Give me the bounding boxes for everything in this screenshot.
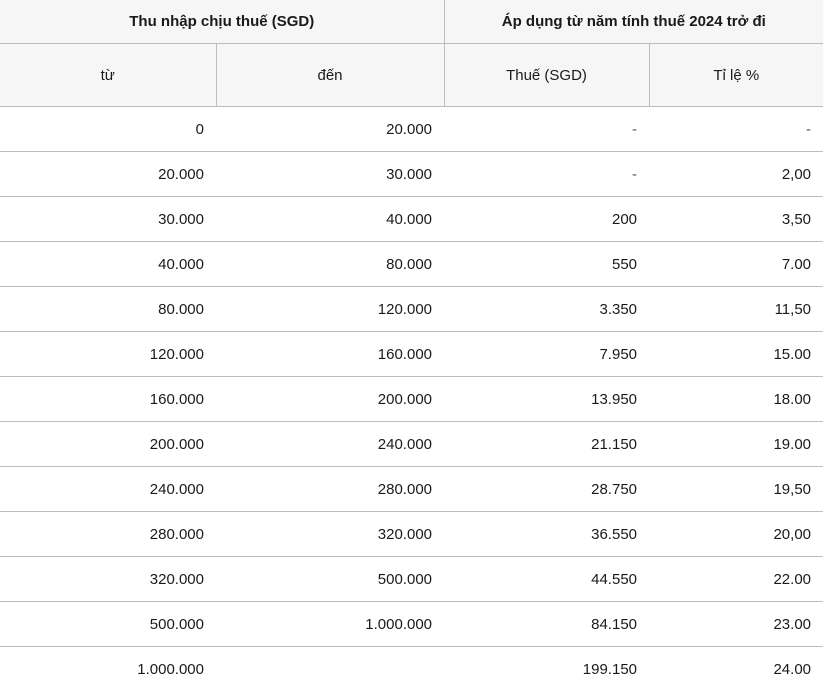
cell-tax: -	[444, 152, 649, 197]
table-row	[0, 152, 823, 197]
cell-from: 200.000	[0, 422, 216, 467]
cell-rate: 18.00	[649, 377, 823, 422]
header-group-row	[0, 0, 823, 44]
cell-from: 320.000	[0, 557, 216, 602]
cell-to: 280.000	[216, 467, 444, 512]
cell-from: 40.000	[0, 242, 216, 287]
cell-to: 320.000	[216, 512, 444, 557]
table-row	[0, 242, 823, 287]
table-row	[0, 107, 823, 152]
table-row	[0, 512, 823, 557]
table-row	[0, 287, 823, 332]
cell-to: 20.000	[216, 107, 444, 152]
cell-tax: 21.150	[444, 422, 649, 467]
cell-from: 160.000	[0, 377, 216, 422]
table-row	[0, 377, 823, 422]
table-row	[0, 647, 823, 691]
col-to-header: đến	[216, 44, 444, 107]
cell-rate: 24.00	[649, 647, 823, 691]
cell-from: 240.000	[0, 467, 216, 512]
table-row	[0, 332, 823, 377]
cell-to: 40.000	[216, 197, 444, 242]
cell-from: 0	[0, 107, 216, 152]
table-row	[0, 197, 823, 242]
cell-rate: 20,00	[649, 512, 823, 557]
cell-to: 500.000	[216, 557, 444, 602]
cell-to: 160.000	[216, 332, 444, 377]
cell-from: 20.000	[0, 152, 216, 197]
cell-tax: 36.550	[444, 512, 649, 557]
cell-to: 120.000	[216, 287, 444, 332]
cell-rate: 7.00	[649, 242, 823, 287]
cell-tax: 44.550	[444, 557, 649, 602]
cell-to: 200.000	[216, 377, 444, 422]
table-row	[0, 557, 823, 602]
table-row	[0, 467, 823, 512]
cell-rate: 2,00	[649, 152, 823, 197]
cell-to: 1.000.000	[216, 602, 444, 647]
cell-tax: 7.950	[444, 332, 649, 377]
cell-from: 1.000.000	[0, 647, 216, 691]
cell-rate: 19.00	[649, 422, 823, 467]
cell-rate: 15.00	[649, 332, 823, 377]
table-row	[0, 422, 823, 467]
cell-to: 80.000	[216, 242, 444, 287]
cell-from: 280.000	[0, 512, 216, 557]
cell-tax: 3.350	[444, 287, 649, 332]
cell-to	[216, 647, 444, 691]
cell-to: 30.000	[216, 152, 444, 197]
cell-rate: 11,50	[649, 287, 823, 332]
cell-from: 30.000	[0, 197, 216, 242]
cell-rate: 22.00	[649, 557, 823, 602]
col-tax-header: Thuế (SGD)	[444, 44, 649, 107]
table-row	[0, 602, 823, 647]
cell-from: 120.000	[0, 332, 216, 377]
cell-from: 80.000	[0, 287, 216, 332]
cell-tax: -	[444, 107, 649, 152]
cell-rate: -	[649, 107, 823, 152]
cell-rate: 3,50	[649, 197, 823, 242]
applied-year-header: Áp dụng từ năm tính thuế 2024 trở đi	[444, 0, 823, 44]
cell-from: 500.000	[0, 602, 216, 647]
cell-tax: 13.950	[444, 377, 649, 422]
cell-tax: 200	[444, 197, 649, 242]
header-column-row	[0, 44, 823, 107]
cell-rate: 19,50	[649, 467, 823, 512]
col-rate-header: Tỉ lệ %	[649, 44, 823, 107]
cell-tax: 199.150	[444, 647, 649, 691]
col-from-header: từ	[0, 44, 216, 107]
cell-to: 240.000	[216, 422, 444, 467]
cell-tax: 550	[444, 242, 649, 287]
income-group-header: Thu nhập chịu thuế (SGD)	[0, 0, 444, 44]
cell-rate: 23.00	[649, 602, 823, 647]
cell-tax: 28.750	[444, 467, 649, 512]
cell-tax: 84.150	[444, 602, 649, 647]
